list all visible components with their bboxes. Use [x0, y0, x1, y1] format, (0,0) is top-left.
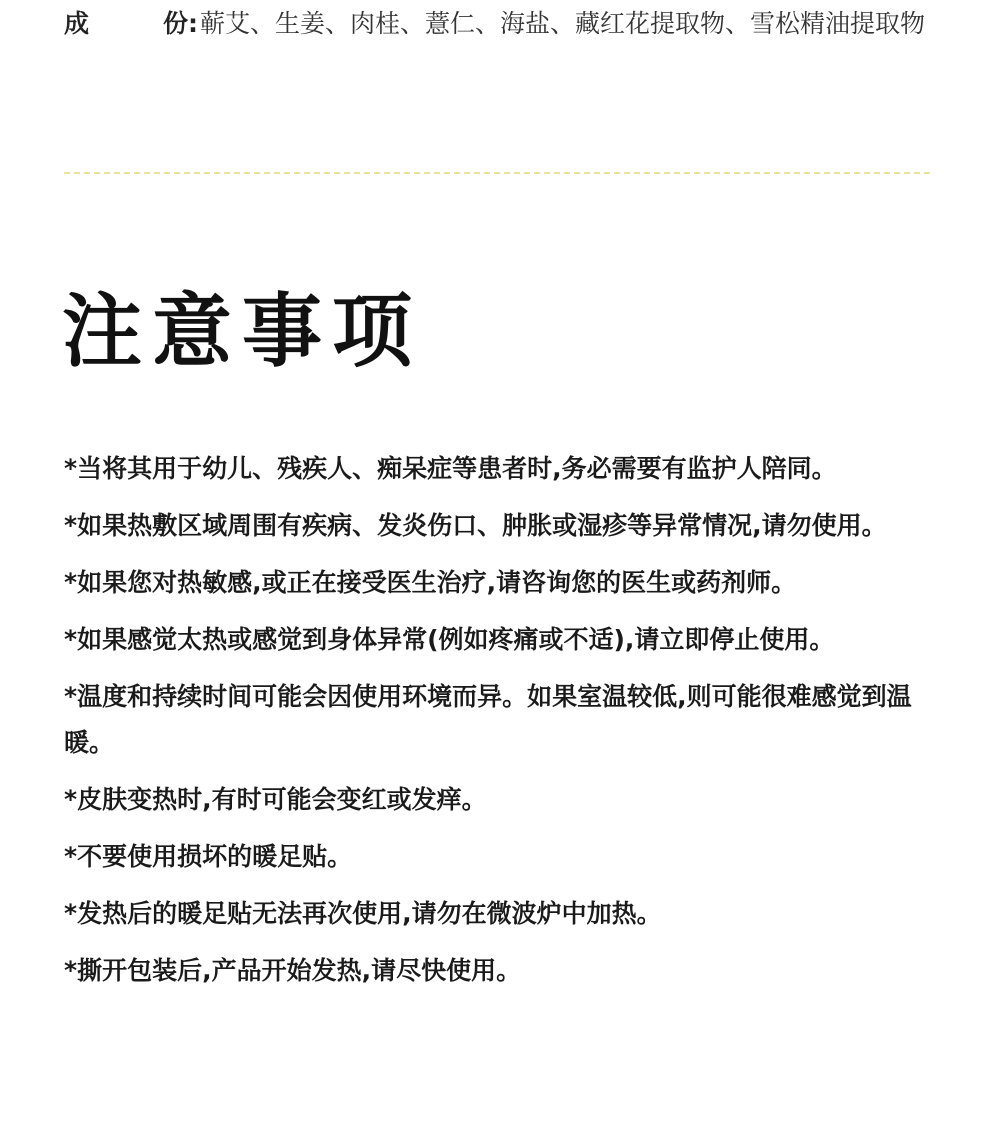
ingredients-label	[64, 9, 200, 38]
notice-item: *如果感觉太热或感觉到身体异常(例如疼痛或不适),请立即停止使用。	[64, 625, 835, 654]
ingredients-label-colon: :	[188, 9, 199, 38]
ingredients-text: 蕲艾、生姜、肉桂、薏仁、海盐、藏红花提取物、雪松精油提取物	[200, 9, 926, 38]
notice-list	[64, 446, 944, 1005]
notice-item: *发热后的暖足贴无法再次使用,请勿在微波炉中加热。	[64, 899, 662, 928]
ingredients-label-first: 成	[64, 9, 90, 38]
notice-item: *温度和持续时间可能会因使用环境而异。如果室温较低,则可能很难感觉到温暖。	[64, 682, 912, 757]
ingredients-paragraph	[64, 2, 934, 46]
notice-item: *撕开包装后,产品开始发热,请尽快使用。	[64, 956, 522, 985]
notice-item: *不要使用损坏的暖足贴。	[64, 842, 353, 871]
notice-item: *如果您对热敏感,或正在接受医生治疗,请咨询您的医生或药剂师。	[64, 568, 797, 597]
section-divider	[64, 172, 930, 174]
notice-item: *如果热敷区域周围有疾病、发炎伤口、肿胀或湿疹等异常情况,请勿使用。	[64, 511, 887, 540]
notice-title: 注意事项	[62, 285, 422, 378]
ingredients-label-second: 份	[163, 9, 189, 38]
notice-item: *当将其用于幼儿、残疾人、痴呆症等患者时,务必需要有监护人陪同。	[64, 454, 837, 483]
notice-item: *皮肤变热时,有时可能会变红或发痒。	[64, 785, 487, 814]
